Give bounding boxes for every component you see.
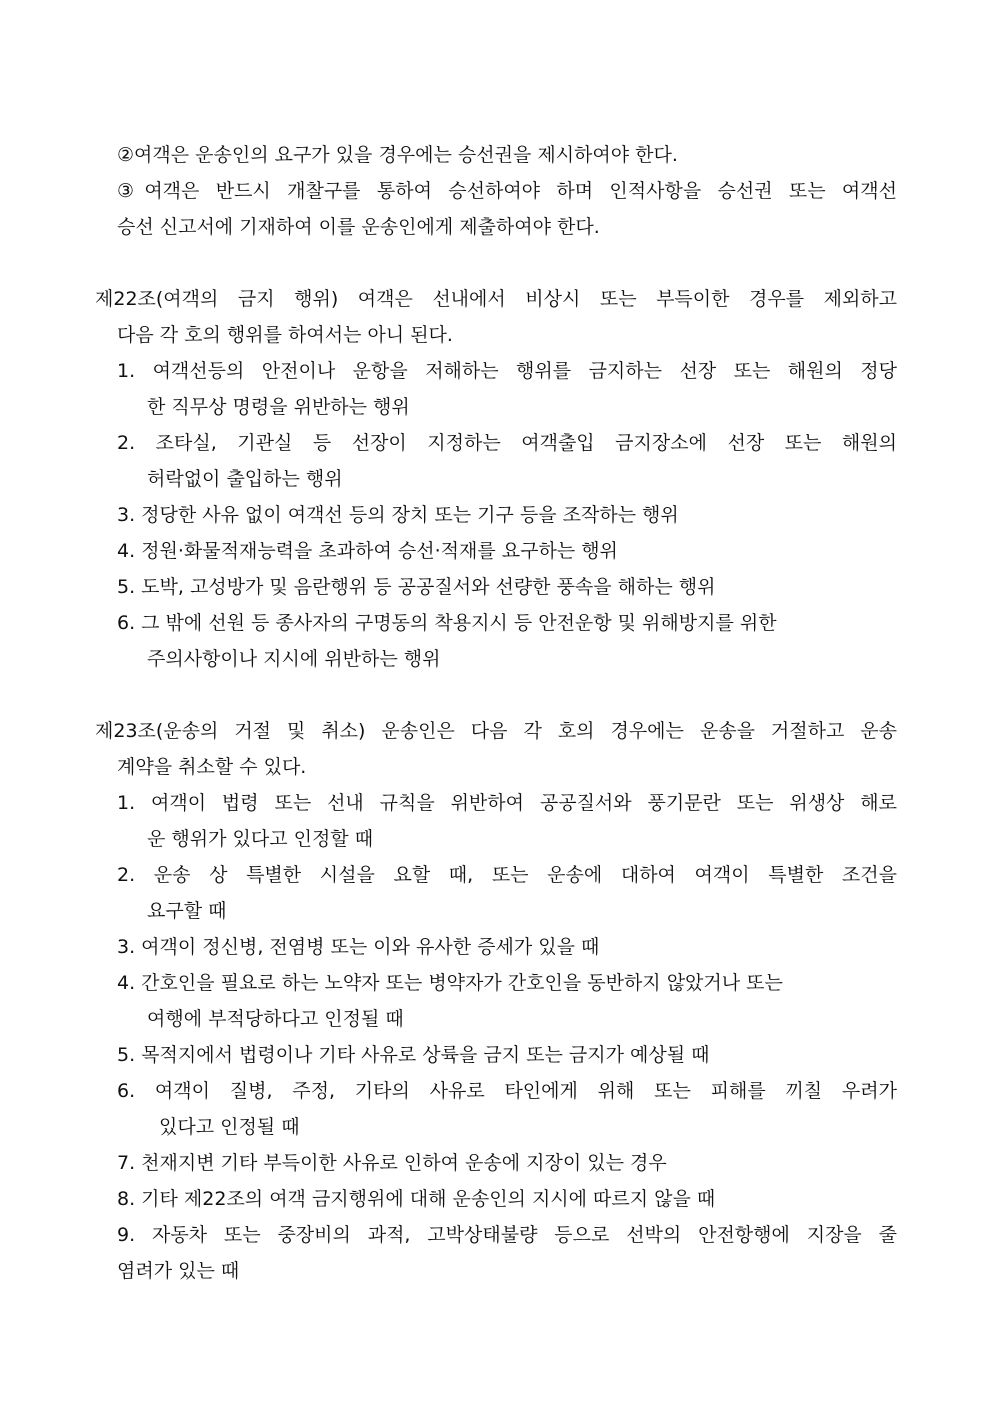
article-23-item-4-line-2: 여행에 부적당하다고 인정될 때 — [147, 1008, 404, 1030]
article-22-heading: 제22조(여객의 금지 행위) 여객은 선내에서 비상시 또는 부득이한 경우를 제외하고 — [95, 288, 897, 310]
article-23-intro: 계약을 취소할 수 있다. — [117, 756, 307, 778]
article-22-item-5: 5. 도박, 고성방가 및 음란행위 등 공공질서와 선량한 풍속을 해하는 행위 — [117, 576, 716, 598]
article-23-item-2-line-2: 요구할 때 — [147, 900, 227, 922]
article-22-item-1-line-1: 1. 여객선등의 안전이나 운항을 저해하는 행위를 금지하는 선장 또는 해원의 정당 — [117, 360, 897, 382]
article-23-item-1-line-2: 운 행위가 있다고 인정할 때 — [147, 828, 374, 850]
article-23-item-6-line-2: 있다고 인정될 때 — [159, 1116, 300, 1138]
article-23-item-5: 5. 목적지에서 법령이나 기타 사유로 상륙을 금지 또는 금지가 예상될 때 — [117, 1044, 710, 1066]
article-22-item-4: 4. 정원·화물적재능력을 초과하여 승선·적재를 요구하는 행위 — [117, 540, 618, 562]
article-23-item-8: 8. 기타 제22조의 여객 금지행위에 대해 운송인의 지시에 따르지 않을 때 — [117, 1188, 716, 1210]
article-23-item-9-line-1: 9. 자동차 또는 중장비의 과적, 고박상태불량 등으로 선박의 안전항행에 지장을 줄 — [117, 1224, 897, 1246]
article-22-item-1-line-2: 한 직무상 명령을 위반하는 행위 — [147, 396, 410, 418]
article-22-item-6-line-1: 6. 그 밖에 선원 등 종사자의 구명동의 착용지시 등 안전운항 및 위해방지를 위한 — [117, 612, 777, 634]
article-23-item-2-line-1: 2. 운송 상 특별한 시설을 요할 때, 또는 운송에 대하여 여객이 특별한 조건을 — [117, 864, 897, 886]
paragraph-3-line-2: 승선 신고서에 기재하여 이를 운송인에게 제출하여야 한다. — [117, 216, 600, 238]
article-22-item-2-line-1: 2. 조타실, 기관실 등 선장이 지정하는 여객출입 금지장소에 선장 또는 해원의 — [117, 432, 897, 454]
article-23-item-9-line-2: 염려가 있는 때 — [117, 1260, 240, 1282]
article-23-item-7: 7. 천재지변 기타 부득이한 사유로 인하여 운송에 지장이 있는 경우 — [117, 1152, 667, 1174]
article-23-item-1-line-1: 1. 여객이 법령 또는 선내 규칙을 위반하여 공공질서와 풍기문란 또는 위생상 해로 — [117, 792, 897, 814]
paragraph-3-line-1: ③여객은 반드시 개찰구를 통하여 승선하여야 하며 인적사항을 승선권 또는 여객선 — [117, 180, 897, 202]
article-23-item-4-line-1: 4. 간호인을 필요로 하는 노약자 또는 병약자가 간호인을 동반하지 않았거나 또는 — [117, 972, 783, 994]
article-23-item-3: 3. 여객이 정신병, 전염병 또는 이와 유사한 증세가 있을 때 — [117, 936, 600, 958]
article-23-item-6-line-1: 6. 여객이 질병, 주정, 기타의 사유로 타인에게 위해 또는 피해를 끼칠 우려가 — [117, 1080, 897, 1102]
article-23-heading: 제23조(운송의 거절 및 취소) 운송인은 다음 각 호의 경우에는 운송을 거절하고 운송 — [95, 720, 897, 742]
paragraph-2: ②여객은 운송인의 요구가 있을 경우에는 승선권을 제시하여야 한다. — [117, 144, 678, 166]
article-22-item-3: 3. 정당한 사유 없이 여객선 등의 장치 또는 기구 등을 조작하는 행위 — [117, 504, 679, 526]
article-22-item-2-line-2: 허락없이 출입하는 행위 — [147, 468, 343, 490]
article-22-item-6-line-2: 주의사항이나 지시에 위반하는 행위 — [147, 648, 441, 670]
article-22-intro: 다음 각 호의 행위를 하여서는 아니 된다. — [117, 324, 453, 346]
